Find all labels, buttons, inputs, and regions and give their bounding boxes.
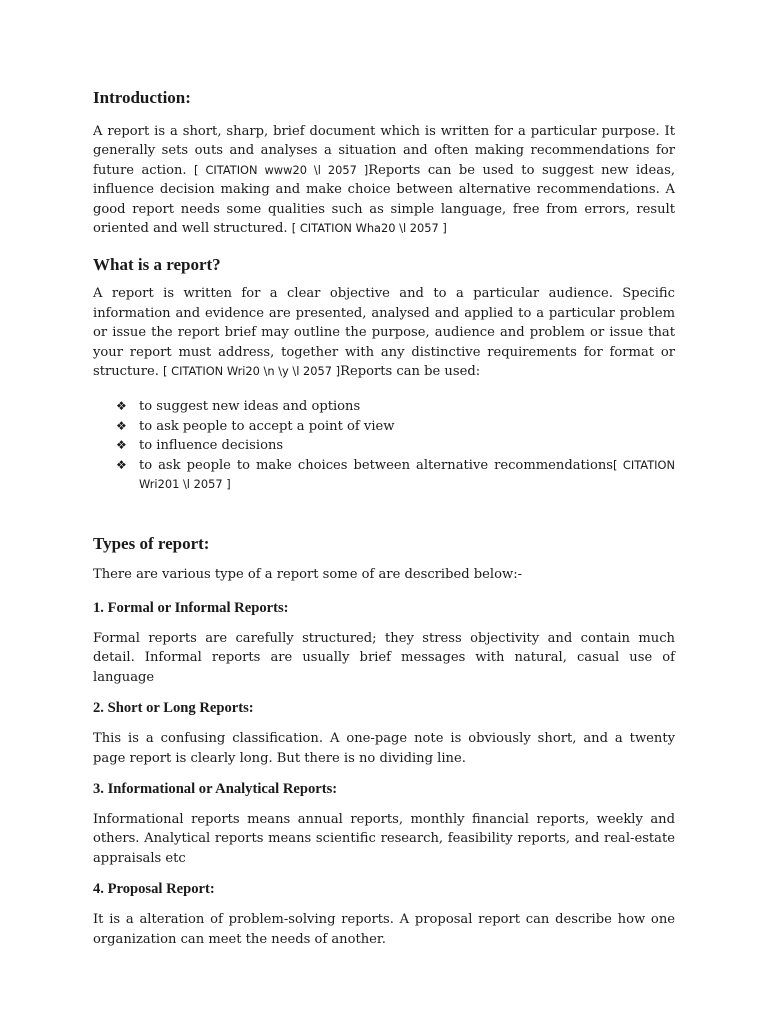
what-is-report-text-1: A report is written for a clear objective and to a particular audience. Specific information and evidence are presented, analysed and applied to a particular problem or issue the report brief may outline the purpose, audience and problem or issue that your report must address, together with any distinctive requirements for format or structure. <box>93 286 675 380</box>
diamond-bullet-icon: ❖ <box>116 457 127 472</box>
diamond-bullet-icon: ❖ <box>116 418 127 433</box>
introduction-paragraph <box>93 122 675 238</box>
list-item-text: to ask people to make choices between alternative recommendations <box>139 457 614 473</box>
introduction-text-1: A report is a short, sharp, brief document which is written for a particular purpose. It generally sets outs and analyses a situation and often making recommendations for future action. <box>93 124 675 178</box>
report-type-title: 4. Proposal Report: <box>93 881 215 898</box>
list-item-text: to suggest new ideas and options <box>139 399 361 415</box>
list-item <box>93 456 675 495</box>
diamond-bullet-icon: ❖ <box>116 438 127 453</box>
report-type-text: It is a alteration of problem-solving reports. A proposal report can describe how one organization can meet the needs of another. <box>93 912 675 947</box>
types-intro: There are various type of a report some of are described below:- <box>93 566 523 582</box>
citation-wri20: [ CITATION Wri20 \n \y \l 2057 ] <box>163 364 341 379</box>
list-item <box>93 397 675 416</box>
list-item <box>93 436 675 455</box>
document-page <box>93 86 675 949</box>
report-type-title: 2. Short or Long Reports: <box>93 700 254 717</box>
report-type-text: Formal reports are carefully structured; they stress objectivity and contain much detail. Informal reports are usually brief messages with natural, casual use of language <box>93 630 675 685</box>
report-type-text: This is a confusing classification. A one-page note is obviously short, and a twenty page report is clearly long. But there is no dividing line. <box>93 731 675 766</box>
report-type-title: 1. Formal or Informal Reports: <box>93 599 289 616</box>
citation-www20: [ CITATION www20 \l 2057 ] <box>194 162 369 177</box>
introduction-text-2: Reports can be used to suggest new ideas, influence decision making and make choice between alternative recommendations. A good report needs some qualities such as simple language, free from errors, result oriented and well structured. <box>93 162 675 237</box>
report-type-title: 3. Informational or Analytical Reports: <box>93 780 338 797</box>
what-is-report-heading: What is a report? <box>93 255 221 275</box>
diamond-bullet-icon: ❖ <box>116 399 127 414</box>
types-of-report-heading: Types of report: <box>93 533 210 553</box>
what-is-report-text-2: Reports can be used: <box>340 364 481 380</box>
report-uses-list <box>93 397 675 494</box>
citation-wha20: [ CITATION Wha20 \l 2057 ] <box>291 221 447 236</box>
report-type-text: Informational reports means annual reports, monthly financial reports, weekly and others. Analytical reports means scientific research, feasibility reports, and real-estate appraisals etc <box>93 811 675 866</box>
list-item <box>93 417 675 436</box>
what-is-report-paragraph <box>93 284 675 381</box>
introduction-heading: Introduction: <box>93 88 191 107</box>
citation-wri201: [ CITATION Wri201 \l 2057 ] <box>139 457 675 492</box>
list-item-text: to ask people to accept a point of view <box>139 418 395 434</box>
list-item-text: to influence decisions <box>139 438 284 454</box>
